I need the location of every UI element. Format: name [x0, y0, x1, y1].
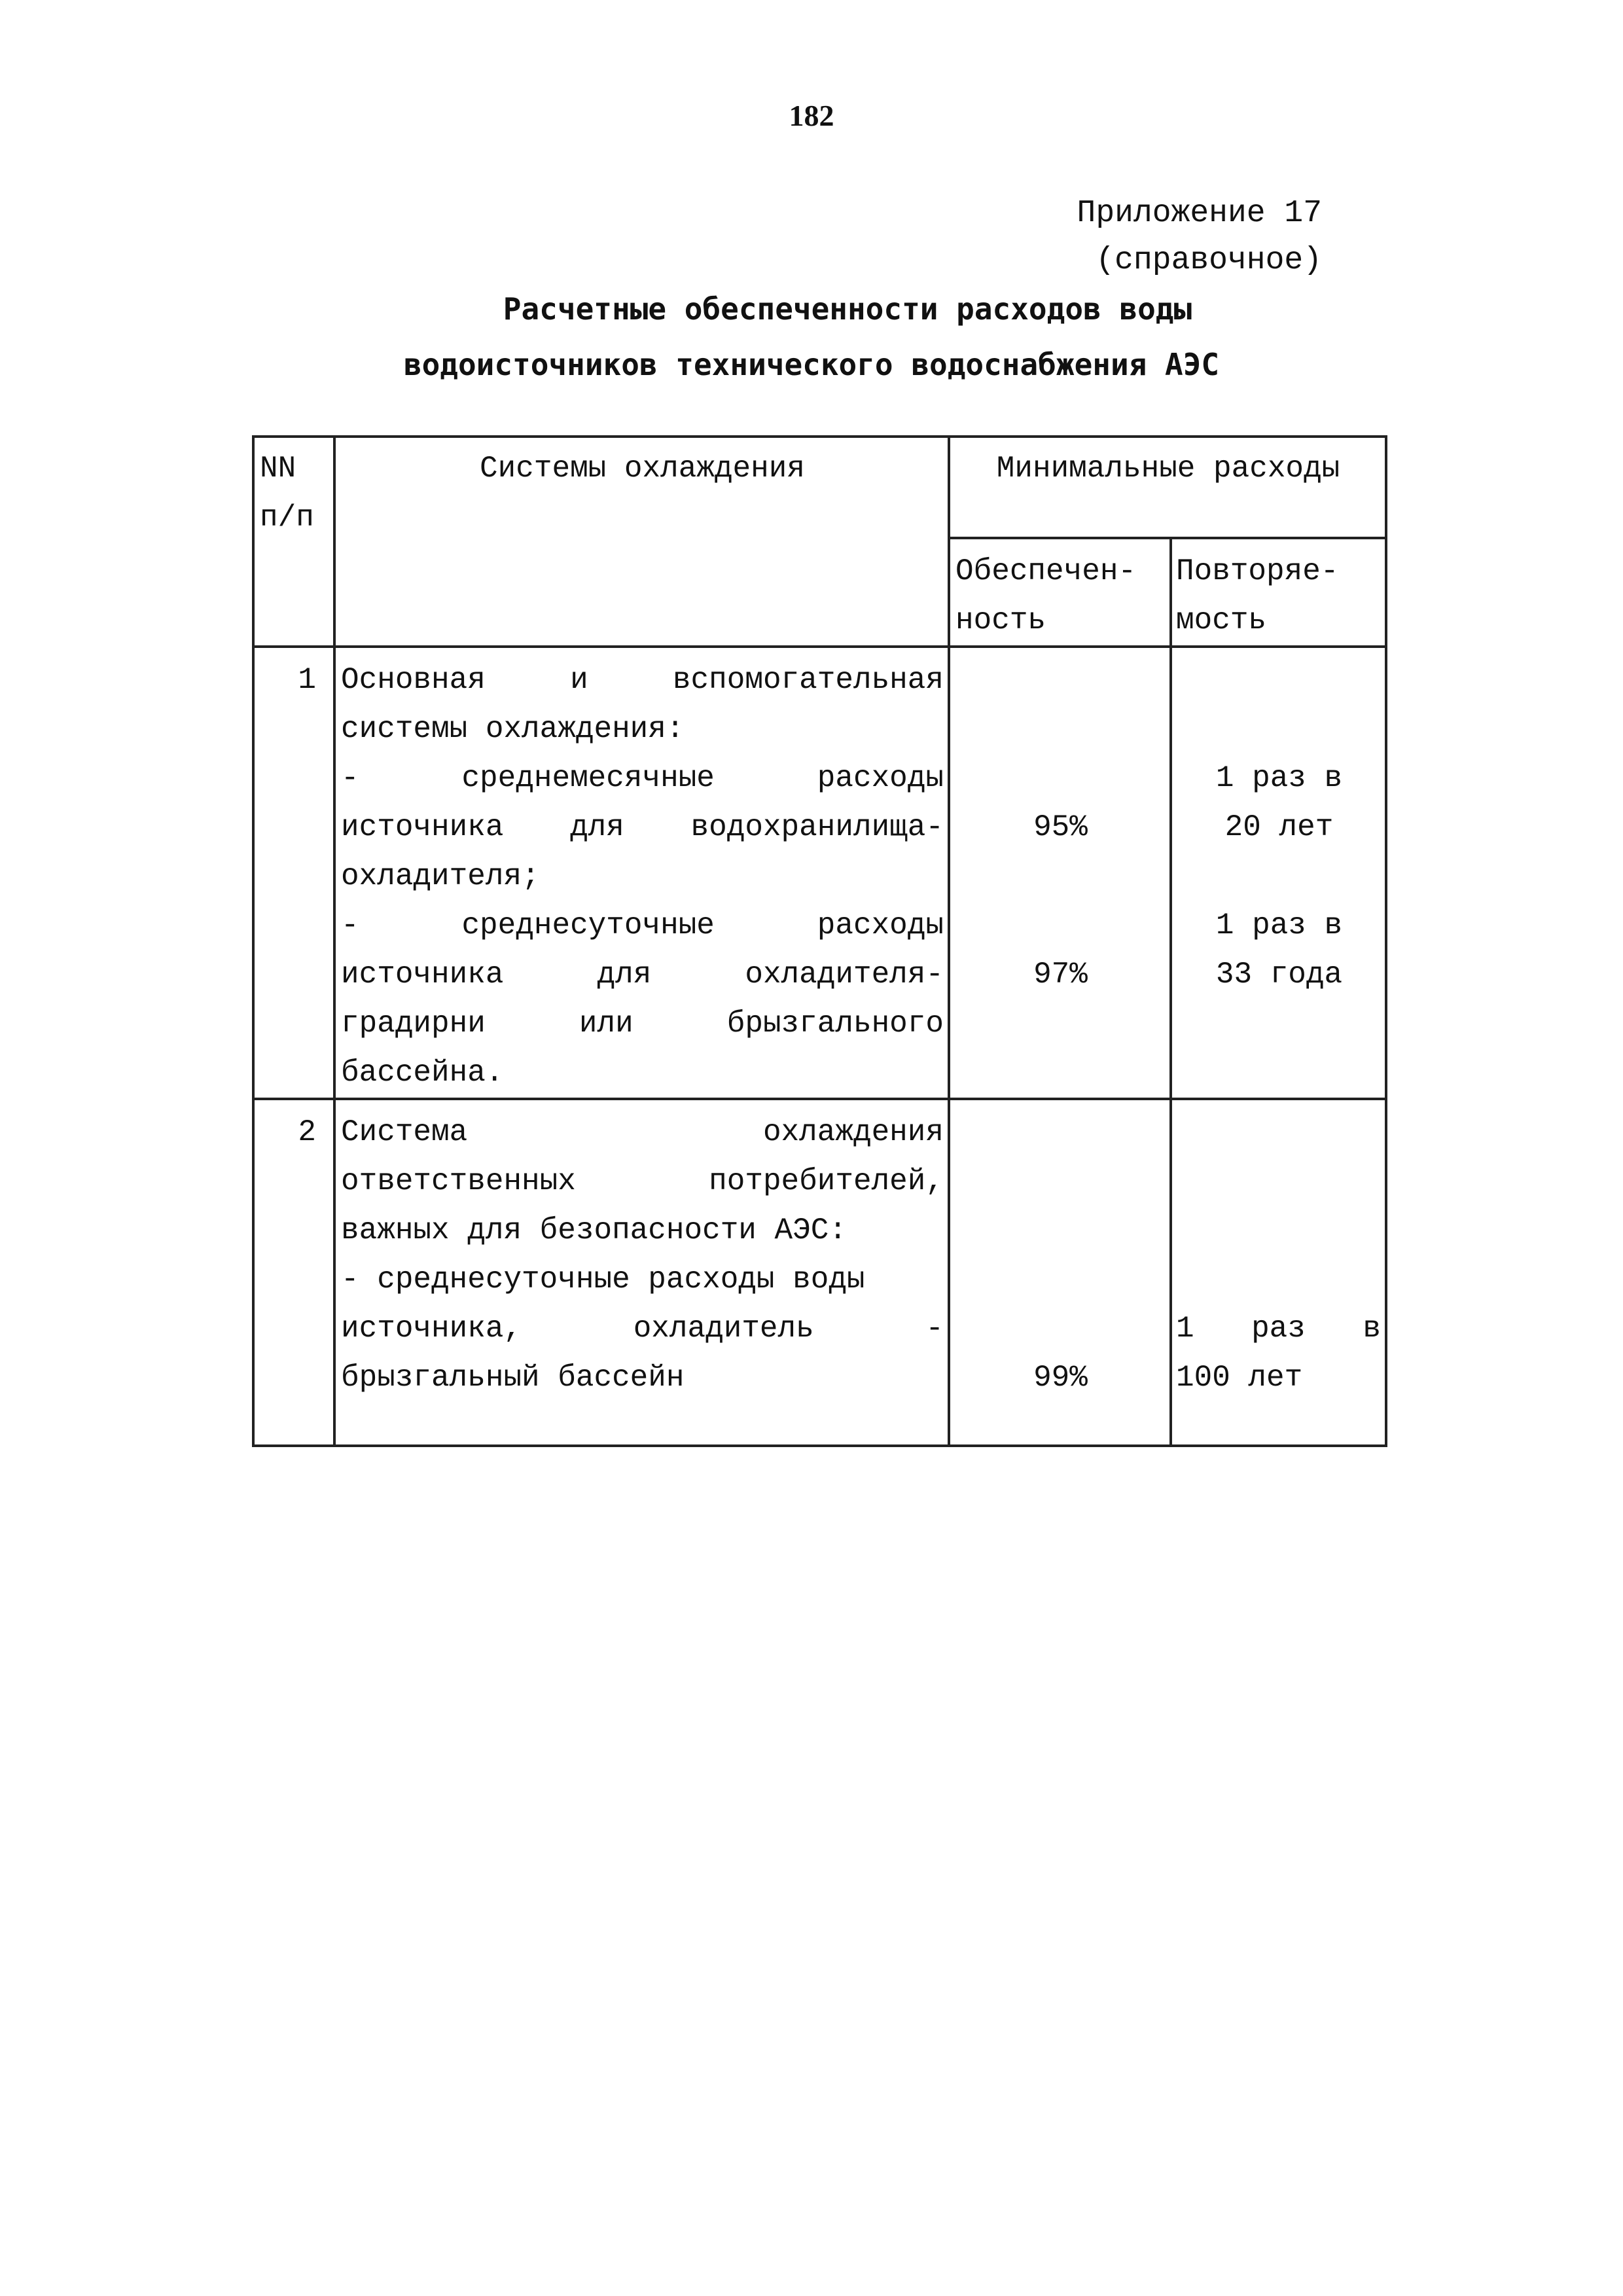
word: среднесуточные — [461, 908, 715, 942]
row1-num-cell — [253, 647, 334, 1099]
word: охлаждения — [762, 1115, 944, 1149]
header-recurrence-line2: мость — [1176, 603, 1267, 637]
row1-recurrence-daily-1: 1 раз в — [1215, 908, 1343, 942]
row1-recurrence-cell — [1171, 647, 1386, 1099]
word: и — [570, 663, 588, 697]
word: вспомогательная — [672, 663, 944, 697]
word: в — [1363, 1312, 1381, 1346]
word: для — [597, 958, 652, 992]
row1-desc-line4 — [341, 803, 944, 852]
word: 1 — [1176, 1312, 1194, 1346]
row1-desc-line7 — [341, 950, 944, 999]
word: брызгального — [726, 1007, 944, 1041]
row1-recurrence-monthly-1: 1 раз в — [1215, 761, 1343, 795]
header-nn — [253, 437, 334, 647]
page-number: 182 — [789, 99, 834, 132]
header-min-flows — [949, 437, 1386, 538]
word: водохранилища- — [690, 810, 944, 844]
word: потребителей, — [709, 1164, 944, 1198]
word: раз — [1251, 1312, 1306, 1346]
row2-num-cell — [253, 1099, 334, 1446]
header-recurrence-line1: Повторяе- — [1176, 554, 1339, 588]
word: градирни — [341, 1007, 486, 1041]
row2-desc-line2 — [341, 1157, 944, 1206]
word: или — [579, 1007, 633, 1041]
table-header-row — [253, 437, 1386, 538]
word: среднемесячные — [461, 761, 715, 795]
row1-provision-daily: 97% — [1033, 958, 1088, 992]
row2-desc-line4: - среднесуточные расходы воды — [341, 1263, 865, 1297]
header-nn-line1: NN — [260, 452, 296, 486]
word: Основная — [341, 663, 486, 697]
table-row — [253, 647, 1386, 1099]
header-provision — [949, 538, 1171, 647]
appendix-type: (справочное) — [1096, 243, 1322, 278]
appendix-number: Приложение 17 — [1077, 196, 1322, 231]
appendix-label — [1077, 190, 1322, 284]
word: охладитель — [633, 1312, 814, 1346]
row1-desc-line2: системы охлаждения: — [341, 712, 685, 746]
word: - — [925, 1312, 944, 1346]
row2-desc-cell — [334, 1099, 949, 1446]
row1-provision-monthly: 95% — [1033, 810, 1088, 844]
row1-desc-cell — [334, 647, 949, 1099]
row1-recurrence-daily-2: 33 года — [1215, 958, 1343, 992]
row1-desc-line1 — [341, 656, 944, 705]
word: источника, — [341, 1312, 522, 1346]
header-systems-label: Системы охлаждения — [480, 452, 805, 486]
row1-desc-line3 — [341, 754, 944, 803]
row2-provision-cell — [949, 1099, 1171, 1446]
header-systems — [334, 437, 949, 647]
row1-desc-line5: охладителя; — [341, 859, 540, 893]
row2-desc-line5 — [341, 1304, 944, 1354]
word: - — [341, 761, 359, 795]
row1-recurrence-monthly-2: 20 лет — [1224, 810, 1334, 844]
word: охладителя- — [745, 958, 944, 992]
word: источника — [341, 810, 504, 844]
word: расходы — [817, 908, 944, 942]
word: источника — [341, 958, 504, 992]
row1-desc-line6 — [341, 901, 944, 950]
row2-recurrence-cell — [1171, 1099, 1386, 1446]
row2-recurrence-line1 — [1176, 1304, 1381, 1354]
cooling-systems-table — [252, 435, 1387, 1447]
word: ответственных — [341, 1164, 576, 1198]
header-provision-line1: Обеспечен- — [955, 554, 1137, 588]
word: для — [570, 810, 624, 844]
row2-desc-line6: брызгальный бассейн — [341, 1361, 685, 1395]
header-recurrence — [1171, 538, 1386, 647]
word: Система — [341, 1115, 468, 1149]
table-row — [253, 1099, 1386, 1446]
row2-recurrence-line2: 100 лет — [1176, 1361, 1303, 1395]
header-provision-line2: ность — [955, 603, 1046, 637]
row1-desc-line8 — [341, 999, 944, 1049]
row1-desc-line9: бассейна. — [341, 1056, 504, 1090]
row1-provision-cell — [949, 647, 1171, 1099]
row2-desc-line1 — [341, 1108, 944, 1157]
word: - — [341, 908, 359, 942]
row1-num: 1 — [298, 663, 316, 697]
row2-num: 2 — [298, 1115, 316, 1149]
header-nn-line2: п/п — [260, 501, 314, 535]
word: расходы — [817, 761, 944, 795]
row2-desc-line3: важных для безопасности АЭС: — [341, 1213, 847, 1247]
document-title-line1: Расчетные обеспеченности расходов воды — [503, 291, 1192, 327]
row2-provision: 99% — [1033, 1361, 1088, 1395]
document-title-line2: водоисточников технического водоснабжения АЭС — [403, 347, 1220, 382]
header-min-flows-label: Минимальные расходы — [996, 452, 1340, 486]
